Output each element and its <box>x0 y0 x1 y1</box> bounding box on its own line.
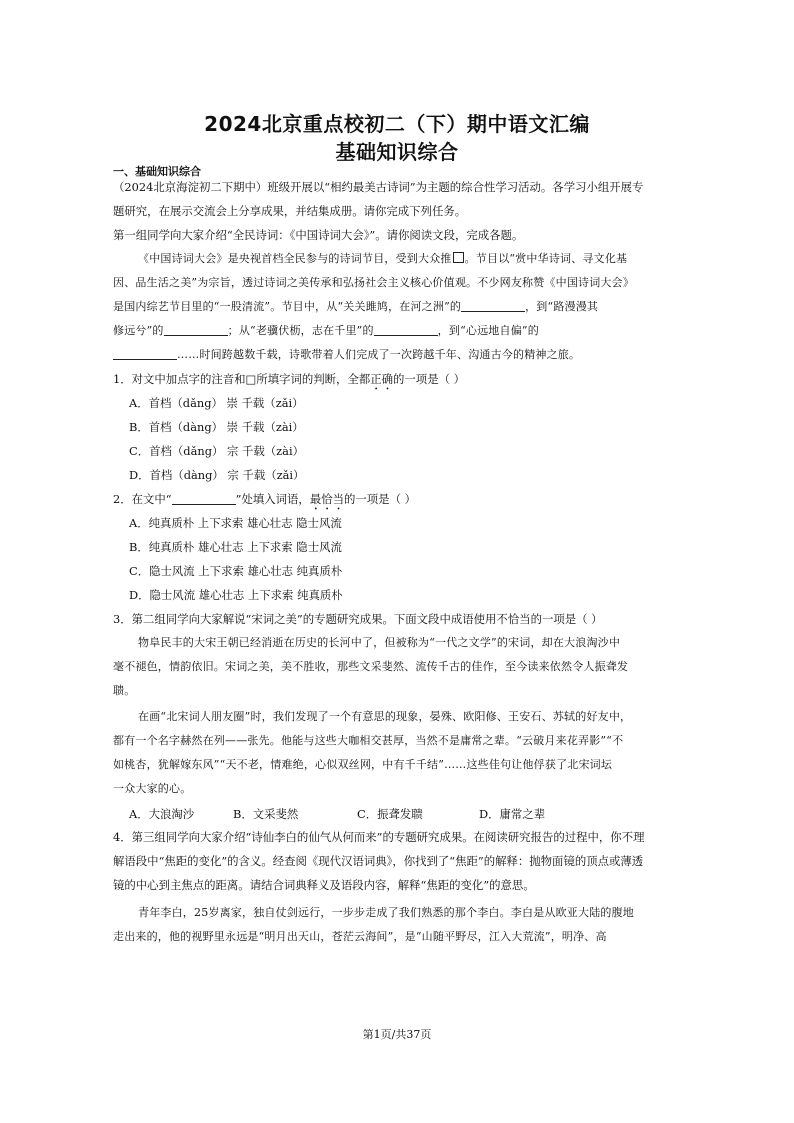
intro-line: 第一组同学向大家介绍“全民诗词：《中国诗词大会》”。请你阅读文段，完成各题。 <box>113 228 524 242</box>
question-3-option-d: D．庸常之辈 <box>479 807 546 821</box>
passage-line: 走出来的，他的视野里永远是“明月出天山，苍茫云海间”，是“山随平野尽，江入大荒流”，明净、高 <box>113 930 607 943</box>
question-2-option-a: A．纯真质朴 上下求索 雄心壮志 隐士风流 <box>129 516 342 530</box>
fill-blank <box>172 493 236 505</box>
passage-line: 一众大家的心。 <box>113 782 192 795</box>
blank-box <box>453 252 464 263</box>
fill-blank <box>374 324 438 336</box>
intro-line: 题研究，在展示交流会上分享成果，并结集成册。请你完成下列任务。 <box>113 204 467 218</box>
question-1-stem: 1．对文中加点字的注音和□所填字词的判断，全都正确的一项是（ ） <box>113 372 465 386</box>
question-1-option-c: C．首档（dǎng） 宗 千载（zài） <box>129 444 305 458</box>
intro-line: （2024北京海淀初二下期中）班级开展以“相约最美古诗词”为主题的综合性学习活动。各学习小组开展专 <box>113 180 644 194</box>
question-3-options <box>129 806 689 822</box>
question-4-stem: 4．第三组同学向大家介绍“诗仙李白的仙气从何而来”的专题研究成果。在阅读研究报告的过程中，你不理 <box>113 830 645 844</box>
question-3-option-b: B．文采斐然 <box>233 807 299 821</box>
question-2-stem: 2．在文中“ ”处填入词语，最恰当的一项是（ ） <box>113 492 416 506</box>
passage-line: 《中国诗词大会》是央视首档全民参与的诗词节目，受到大众推 。节目以“赏中华诗词、寻文化基 <box>138 252 628 265</box>
section-heading: 一、基础知识综合 <box>113 165 201 178</box>
passage-line: 在画“北宋词人朋友圈”时，我们发现了一个有意思的现象，晏殊、欧阳修、王安石、苏轼的好友中， <box>138 710 632 723</box>
page-footer: 第1页/共37页 <box>362 1028 432 1041</box>
question-1-option-b: B．首档（dàng） 崇 千载（zài） <box>129 420 304 434</box>
question-2-option-c: C．隐士风流 上下求索 雄心壮志 纯真质朴 <box>129 564 343 578</box>
passage-line: 聩。 <box>113 684 136 697</box>
passage-line: 青年李白，25岁离家，独自仗剑远行，一步步走成了我们熟悉的那个李白。李白是从欧亚大陆的腹地 <box>138 906 634 919</box>
question-2-option-d: D．隐士风流 雄心壮志 上下求索 纯真质朴 <box>129 588 343 602</box>
question-3-stem: 3．第二组同学向大家解说“宋词之美”的专题研究成果。下面文段中成语使用不恰当的一项是（ ） <box>113 612 603 626</box>
fill-blank <box>113 348 177 360</box>
question-4-stem: 镜的中心到主焦点的距离。请结合词典释义及语段内容，解释“焦距的变化”的意思。 <box>113 878 535 892</box>
question-4-stem: 解语段中“焦距的变化”的含义。经查阅《现代汉语词典》，你找到了“焦距”的解释：抛物面镜的顶点或薄透 <box>113 854 644 868</box>
passage-line: 如桃杏，犹解嫁东风”“天不老，情难绝，心似双丝网，中有千千结”……这些佳句让他俘获了北宋词坛 <box>113 758 613 771</box>
passage-line: 是国内综艺节目里的“一股清流”。节目中，从“关关雎鸠，在河之洲”的 ，到“路漫漫其 <box>113 300 599 313</box>
question-2-option-b: B．纯真质朴 雄心壮志 上下求索 隐士风流 <box>129 540 342 554</box>
fill-blank <box>164 324 228 336</box>
passage-line: 物阜民丰的大宋王朝已经消逝在历史的长河中了，但被称为“一代之文学”的宋词，却在大浪淘沙中 <box>138 636 621 649</box>
passage-line: 因、品生活之美”为宗旨，透过诗词之美传承和弘扬社会主义核心价值观。不少网友称赞《中国诗词大会》 <box>113 276 635 289</box>
passage-line: 毫不褪色，情韵依旧。宋词之美，美不胜收，那些文采斐然、流传千古的佳作，至今读来依然令人振聋发 <box>113 660 629 673</box>
question-1-option-a: A．首档（dǎng） 崇 千载（zǎi） <box>129 396 304 410</box>
question-1-option-d: D．首档（dàng） 宗 千载（zǎi） <box>129 468 305 482</box>
document-subtitle: 基础知识综合 <box>335 140 459 164</box>
passage-line: 修远兮”的 ；从“老骥伏枥，志在千里”的 ，到“心远地自偏”的 <box>113 324 539 337</box>
question-3-option-a: A．大浪淘沙 <box>129 807 195 821</box>
passage-line: 都有一个名字赫然在列——张先。他能与这些大咖相交甚厚，当然不是庸常之辈。“云破月来花弄影”“不 <box>113 734 624 747</box>
fill-blank <box>461 300 525 312</box>
document-title: 2024北京重点校初二（下）期中语文汇编 <box>204 112 590 136</box>
passage-line: ……时间跨越数千载，诗歌带着人们完成了一次跨越千年、沟通古今的精神之旅。 <box>113 348 695 362</box>
question-3-option-c: C．振聋发聩 <box>357 807 423 821</box>
